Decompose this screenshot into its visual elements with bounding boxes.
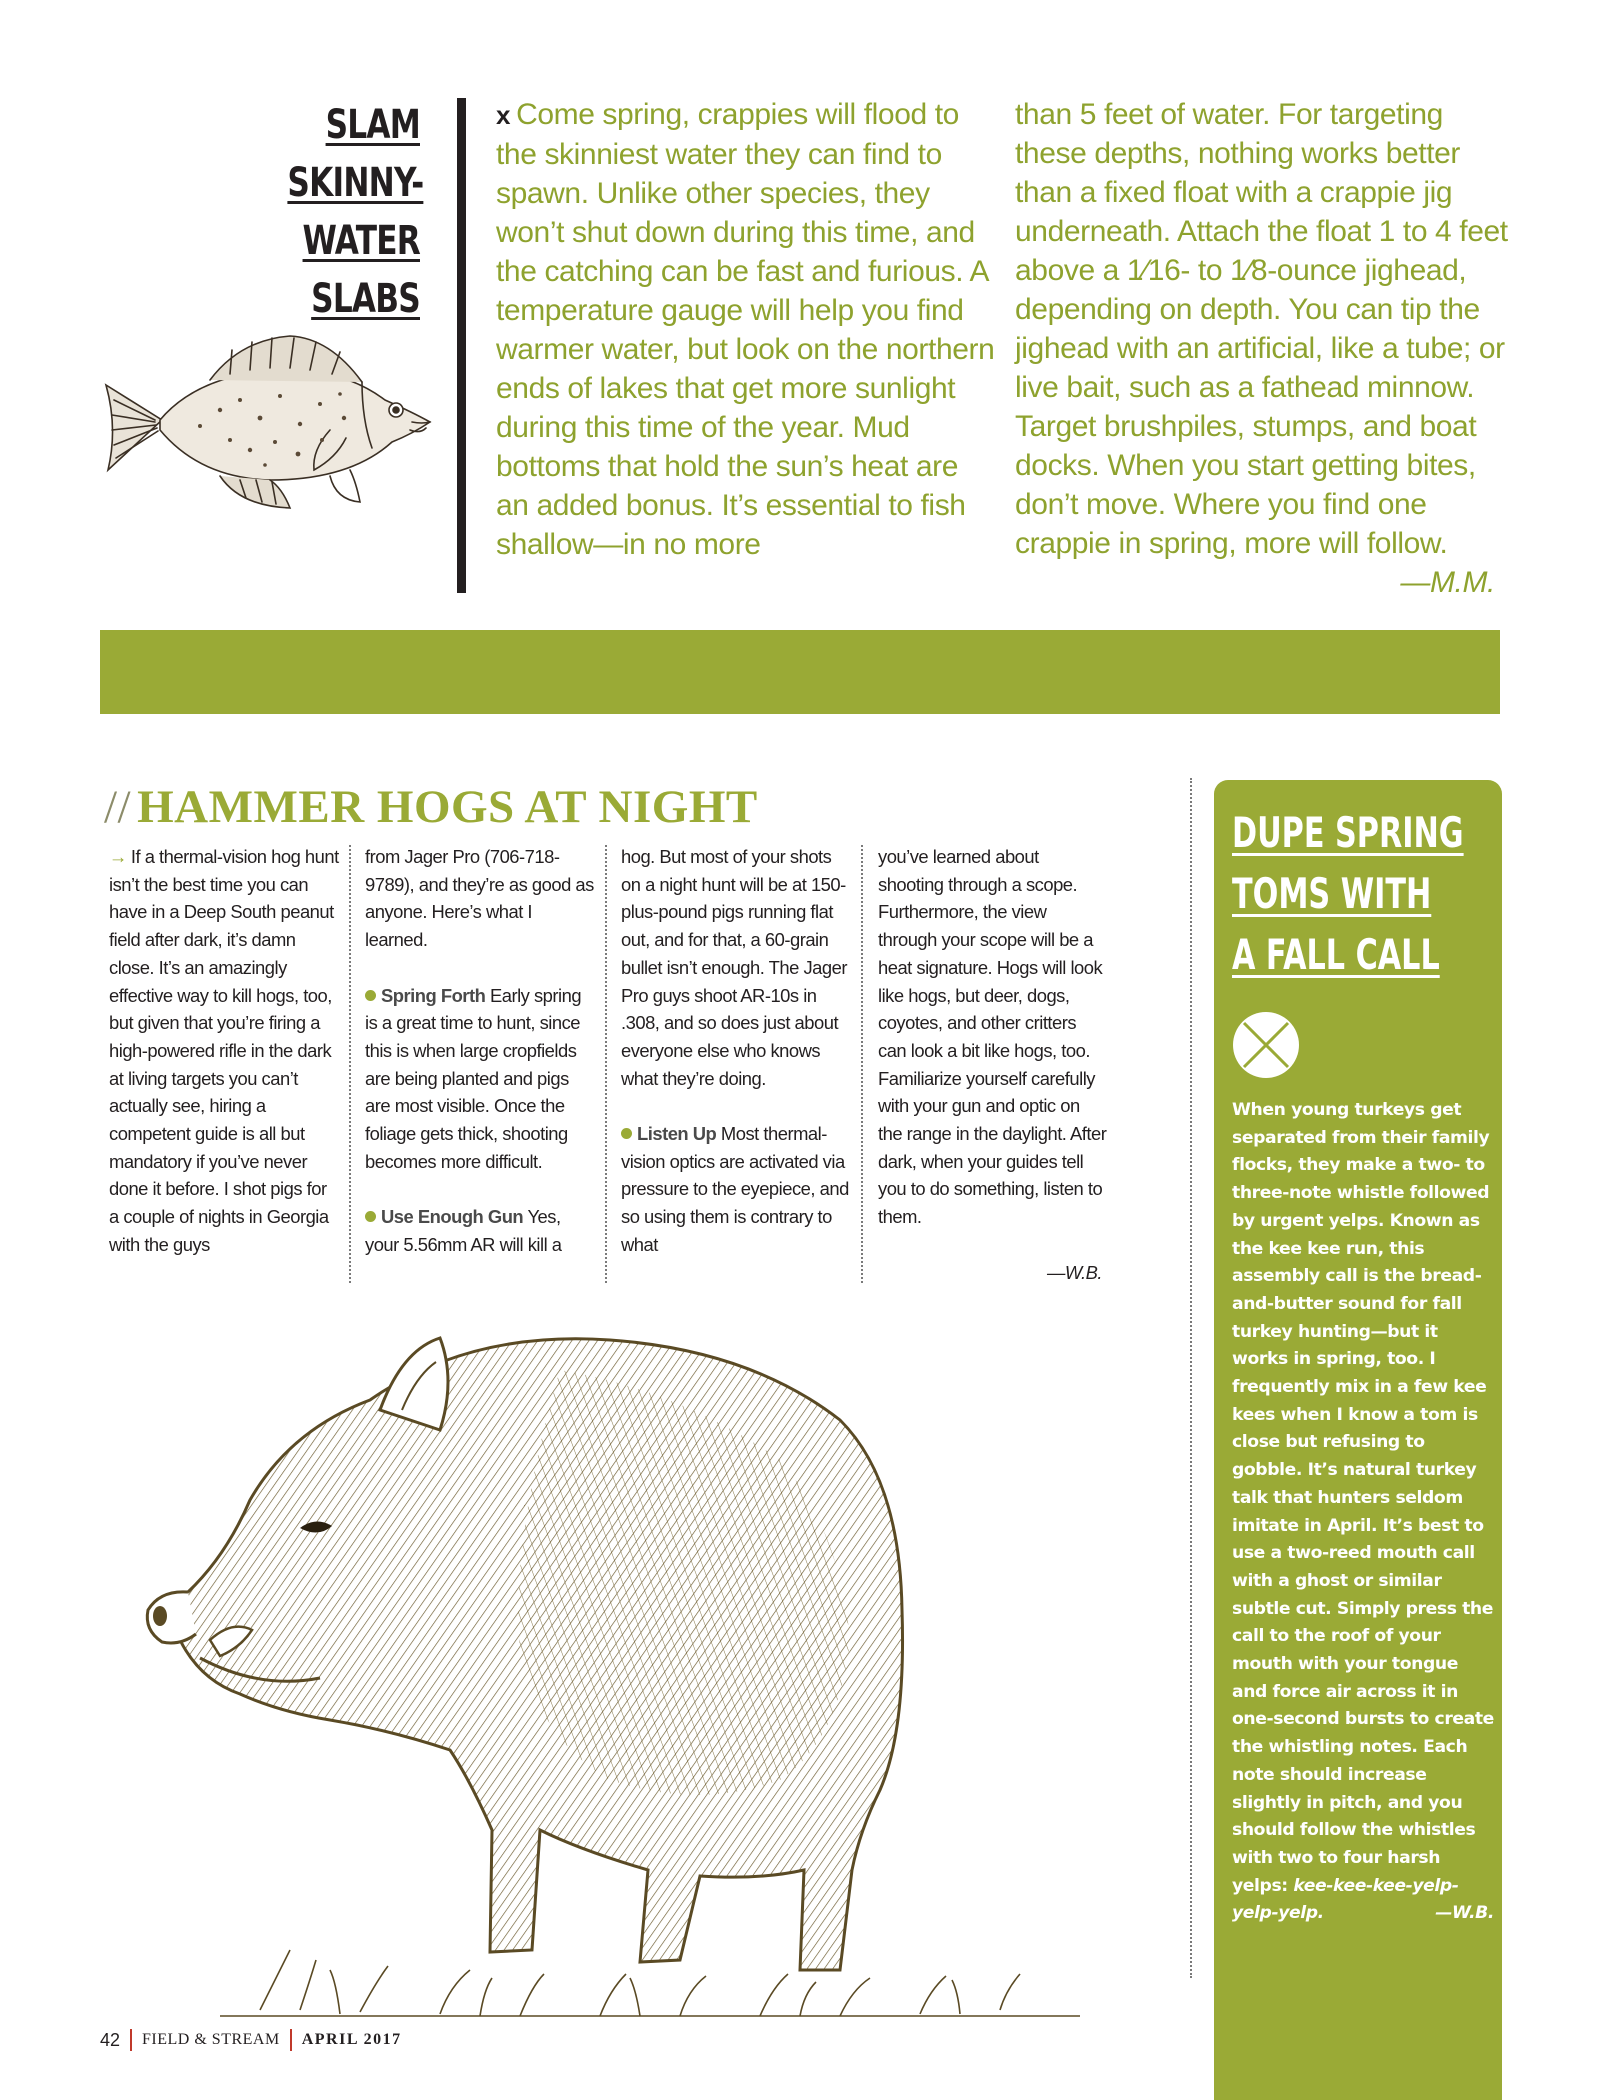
slabs-vertical-rule xyxy=(457,98,466,593)
slabs-body-1: Come spring, crappies will flood to the skinniest water they can find to spawn. Unlike other species, they won’t shut down during this time, and the catching can be fast and furious. A temperature gauge will help you find warmer water, but look on the northern ends of lakes that get more sunlight during this time of the year. Mud bottoms that hold the sun’s heat are an added bonus. It’s essential to fish shallow—in no more xyxy=(496,98,995,561)
sidebar-headline-line: DUPE SPRING xyxy=(1232,808,1464,857)
sidebar-call-phrase: kee-kee-kee-yelp-yelp-yelp. xyxy=(1232,1875,1459,1924)
slabs-headline-line: SKINNY- xyxy=(287,160,424,206)
circle-x-icon xyxy=(1231,1010,1301,1080)
column-divider xyxy=(605,845,607,1283)
page-folio xyxy=(100,2028,402,2052)
crappie-illustration xyxy=(100,330,435,510)
slabs-headline-line: SLABS xyxy=(311,276,420,322)
hogs-headline-text: HAMMER HOGS AT NIGHT xyxy=(137,781,758,833)
wild-hog-illustration xyxy=(140,1310,1120,2030)
sidebar-panel xyxy=(1214,780,1502,2100)
slabs-column-1 xyxy=(496,95,996,564)
slabs-column-2 xyxy=(1015,95,1515,602)
slabs-body-2: than 5 feet of water. For targeting these depths, nothing works better than a fixed float with a crappie jig underneath. Attach the float 1 to 4 feet above a 1⁄16- to 1⁄8-ounce jighead, depending on depth. You can tip the jighead with an artificial, like a tube; or live bait, such as a fathead minnow. Target brushpiles, stumps, and boat docks. When you start getting bites, don’t move. Where you find one crappie in spring, more will follow. xyxy=(1015,98,1508,560)
column-divider xyxy=(349,845,351,1283)
hogs-column-4 xyxy=(878,843,1108,1286)
column-divider xyxy=(861,845,863,1283)
sidebar-divider xyxy=(1190,778,1192,1978)
tip-listen-up-continued: you’ve learned about shooting through a scope. Furthermore, the view through your scope will be a heat signature. Hogs will look like hogs, but deer, dogs, coyotes, and other critters can look a bit like hogs, too. Familiarize yourself carefully with your gun and optic on the range in the daylight. After dark, when your guides tell you to do something, listen to them. xyxy=(878,846,1107,1228)
slabs-headline-line: WATER xyxy=(302,218,420,264)
bullet-icon xyxy=(621,1128,632,1139)
tip-spring-forth: Spring Forth Early spring is a great time to hunt, since this is when large cropfields are being planted and pigs are most visible. Once the foliage gets thick, shooting becomes more difficult. xyxy=(365,984,582,1172)
headline-slash: // xyxy=(104,781,132,833)
section-marker: x xyxy=(496,100,511,130)
hogs-column-3 xyxy=(621,843,851,1259)
page-number: 42 xyxy=(100,2029,121,2050)
sidebar-signature: —W.B. xyxy=(1435,1903,1494,1924)
hogs-column-2 xyxy=(365,843,595,1259)
slabs-headline-line: SLAM xyxy=(325,102,420,148)
section-divider-bar xyxy=(100,630,1500,714)
hogs-signature: —W.B. xyxy=(1046,1261,1102,1283)
hogs-intro: → If a thermal-vision hog hunt isn’t the best time you can have in a Deep South peanut field after dark, it’s damn close. It’s an amazingly effective way to kill hogs, too, but given that you’re firing a high-powered rifle in the dark at living targets you can’t actually see, hiring a competent guide is all but mandatory if you’ve never done it before. I shot pigs for a couple of nights in Georgia with the guys xyxy=(109,846,339,1255)
arrow-icon: → xyxy=(109,846,127,867)
tip-use-enough-gun: Use Enough Gun Yes, your 5.56mm AR will kill a xyxy=(365,1206,562,1255)
hogs-column-1 xyxy=(109,843,339,1259)
tip-use-enough-gun-continued: hog. But most of your shots on a night hunt will be at 150-plus-pound pigs running flat out, and for that, a 60-grain bullet isn’t enough. The Jager Pro guys shoot AR-10s in .308, and so does just about everyone else who knows what they’re doing. xyxy=(621,846,847,1089)
folio-rule xyxy=(290,2029,292,2051)
sidebar-headline-line: TOMS WITH xyxy=(1232,869,1432,918)
sidebar-headline xyxy=(1232,802,1470,985)
bullet-icon xyxy=(365,1211,376,1222)
sidebar-headline-line: A FALL CALL xyxy=(1232,930,1440,979)
slabs-headline xyxy=(287,96,424,328)
tip-listen-up: Listen Up Most thermal-vision optics are activated via pressure to the eyepiece, and so using them is contrary to what xyxy=(621,1123,849,1255)
bullet-icon xyxy=(365,990,376,1001)
hogs-headline xyxy=(104,780,758,834)
sidebar-body: When young turkeys get separated from their family flocks, they make a two- to three-note whistle followed by urgent yelps. Known as the kee kee run, this assembly call is the bread-and-butter sound for fall turkey hunting—but it works in spring, too. I frequently mix in a few kee kees when I know a tom is close but refusing to gobble. It’s natural turkey talk that hunters seldom imitate in April. It’s best to use a two-reed mouth call with a ghost or similar subtle cut. Simply press the call to the roof of your mouth with your tongue and force air across it in one-second bursts to create the whistling notes. Each note should increase slightly in pitch, and you should follow the whistles with two to four harsh yelps: kee-kee-kee-yelp-yelp-yelp. —W.B. xyxy=(1232,1097,1494,1928)
issue-date: APRIL 2017 xyxy=(301,2031,402,2048)
folio-rule xyxy=(130,2029,132,2051)
magazine-name: FIELD & STREAM xyxy=(142,2031,280,2048)
slabs-signature: —M.M. xyxy=(1400,566,1495,599)
hogs-intro-continued: from Jager Pro (706-718-9789), and they’re as good as anyone. Here’s what I learned. xyxy=(365,846,594,951)
